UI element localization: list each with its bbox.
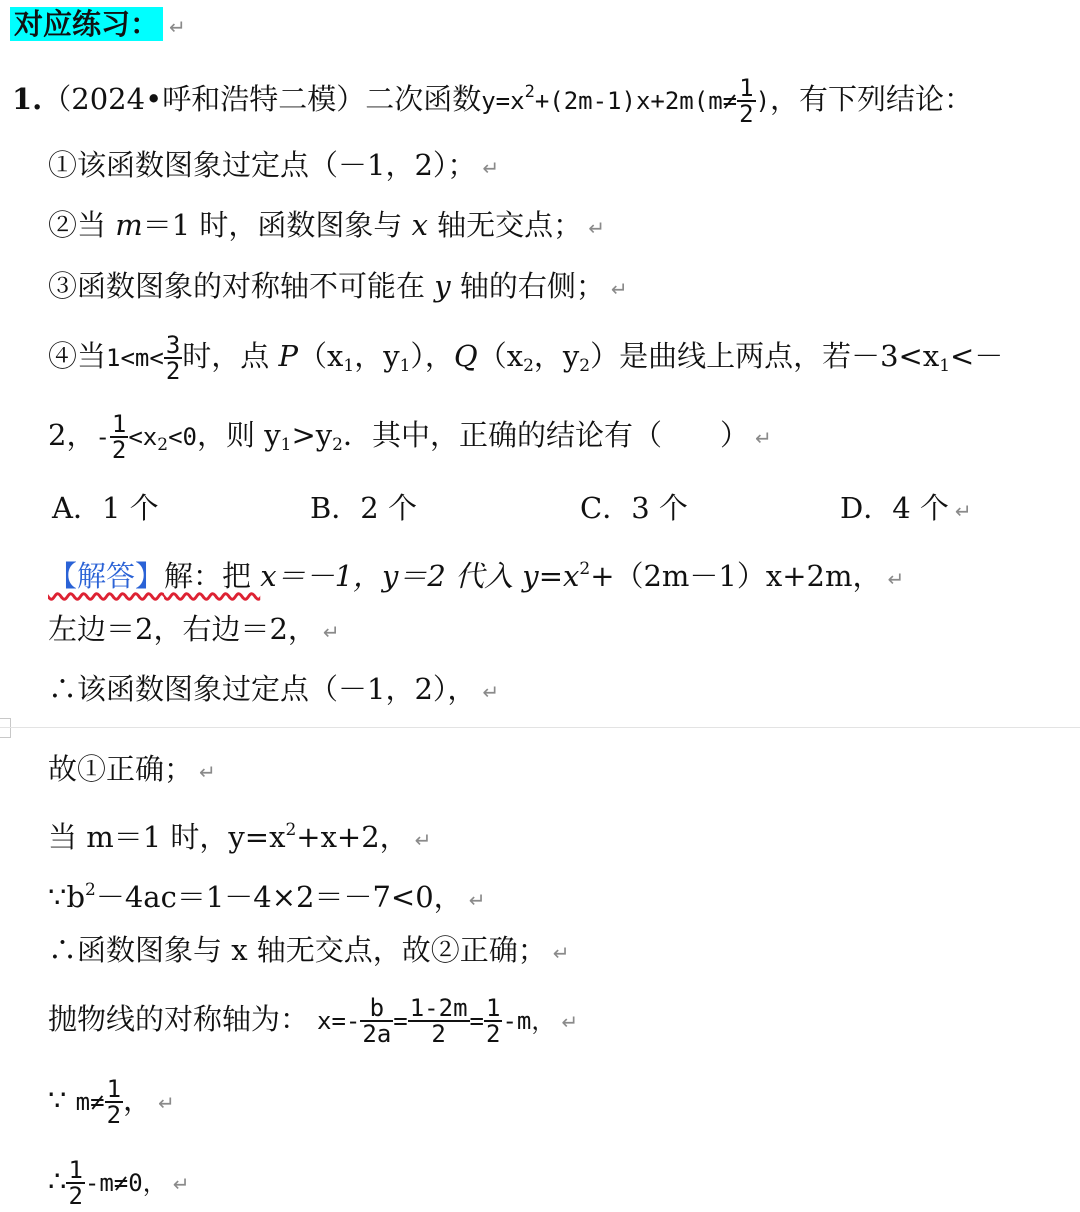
return-mark: ↵ xyxy=(954,499,972,523)
return-mark: ↵ xyxy=(169,15,186,39)
return-mark: ↵ xyxy=(158,1091,175,1115)
question-number: 1. xyxy=(12,82,43,116)
statement-3: ③函数图象的对称轴不可能在 y 轴的右侧； ↵ xyxy=(48,269,628,303)
answer-line-3: ∴该函数图象过定点（－1，2）， ↵ xyxy=(48,672,500,706)
answer-tag: 【解答】 xyxy=(48,559,165,593)
answer-line-10: ∴ $\frac{1}{2}$ -m≠0， ↵ xyxy=(48,1156,190,1210)
fraction-half-4: $\frac{1}{2}$ xyxy=(68,1156,83,1210)
fraction-1-2m-2: $\frac{1-2m}{2}$ xyxy=(409,994,468,1048)
answer-line-4: 故①正确； ↵ xyxy=(48,752,216,786)
section-heading: 对应练习： xyxy=(10,7,163,41)
function-close: ) xyxy=(755,87,771,115)
return-mark: ↵ xyxy=(172,1172,190,1196)
page-break-divider xyxy=(0,727,1080,728)
question-line xyxy=(12,72,973,126)
answer-line-9: ∵ m≠ $\frac{1}{2}$ ， ↵ xyxy=(48,1075,175,1129)
statement-4-cont: 2，- $\frac{1}{2}$ $<x_2<0$，则 $y_1>y_2$．其中，正确的结论有（ ） ↵ xyxy=(48,410,772,464)
page-margin-marker xyxy=(0,718,11,738)
statement-2: ②当 m＝1 时，函数图象与 x 轴无交点； ↵ xyxy=(48,208,605,242)
return-mark: ↵ xyxy=(552,941,570,965)
fraction-three-halves: $\frac{3}{2}$ xyxy=(165,331,181,385)
option-b: B．2 个 xyxy=(310,491,417,525)
fraction-half-2: $\frac{1}{2}$ xyxy=(485,994,501,1048)
return-mark: ↵ xyxy=(468,888,486,912)
return-mark: ↵ xyxy=(561,1010,579,1034)
return-mark: ↵ xyxy=(199,760,216,784)
fraction-b-2a: $\frac{b}{2a}$ xyxy=(362,994,392,1048)
return-mark: ↵ xyxy=(482,680,500,704)
fraction-half-3: $\frac{1}{2}$ xyxy=(106,1075,122,1129)
question-tail: ，有下列结论： xyxy=(770,82,974,116)
return-mark: ↵ xyxy=(754,426,772,450)
fraction-neg-half: $\frac{1}{2}$ xyxy=(111,410,127,464)
option-d: D．4 个 ↵ xyxy=(840,491,972,525)
return-mark: ↵ xyxy=(414,828,432,852)
function-expr: $y=x^2+(2m-1)x+2m(m\ne$ xyxy=(481,82,738,115)
return-mark: ↵ xyxy=(588,216,605,240)
statement-4: ④当1<m< $\frac{3}{2}$ 时，点 $P(x_1$，$y_1$），$Q(x_2$，$y_2$）是曲线上两点，若$-3<x_1<-$ xyxy=(48,331,1004,385)
return-mark: ↵ xyxy=(322,620,340,644)
return-mark: ↵ xyxy=(610,277,628,301)
answer-line-2: 左边＝2，右边＝2， ↵ xyxy=(48,612,340,646)
option-c: C．3 个 xyxy=(580,491,688,525)
answer-line-5: 当 m＝1 时，$y=x^2+x+2$， ↵ xyxy=(48,820,432,854)
fraction-half: $\frac{1}{2}$ xyxy=(739,74,754,128)
answer-line-8: 抛物线的对称轴为： x=- $\frac{b}{2a}$ = $\frac{1-2m}{2}$ = $\frac{1}{2}$ -m， ↵ xyxy=(48,994,579,1048)
answer-line-1: 【解答】解：把 x＝－1，y＝2 代入 $y=x^2+(2m-1)x+2m$， ↵ xyxy=(48,559,905,593)
question-intro: （2024•呼和浩特二模）二次函数 xyxy=(42,82,482,116)
return-mark: ↵ xyxy=(482,156,500,180)
answer-line-7: ∴函数图象与 x 轴无交点，故②正确； ↵ xyxy=(48,933,570,967)
option-a: A．1 个 xyxy=(52,491,159,525)
return-mark: ↵ xyxy=(887,567,905,591)
statement-1: ①该函数图象过定点（－1，2）； ↵ xyxy=(48,148,500,182)
answer-line-6: $\because b^2-4ac=1-4\times 2=-7<0$， ↵ xyxy=(48,880,486,914)
heading-line xyxy=(10,4,186,47)
